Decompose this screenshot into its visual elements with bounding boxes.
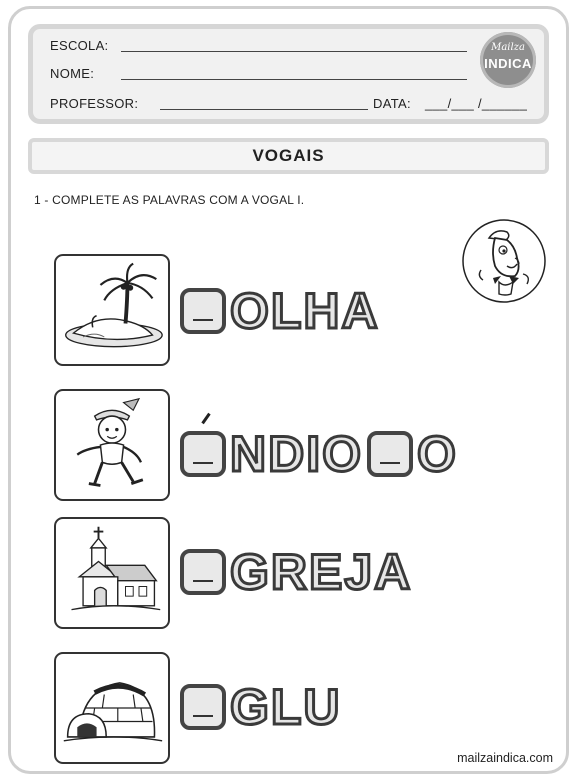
footer-url[interactable]: mailzaindica.com xyxy=(457,751,553,765)
teacher-label: PROFESSOR: xyxy=(50,96,139,111)
indigenous-boy-picture xyxy=(54,389,170,501)
exercise-row-2 xyxy=(180,424,462,484)
answer-box[interactable] xyxy=(180,684,226,730)
answer-box[interactable] xyxy=(180,431,226,477)
date-label: DATA: xyxy=(373,96,411,111)
word-part: GLU xyxy=(230,679,342,735)
page-title: VOGAIS xyxy=(252,146,325,165)
church-picture xyxy=(54,517,170,629)
word-part: NDIO xyxy=(230,426,363,482)
answer-box[interactable] xyxy=(180,288,226,334)
indigenous-boy-icon xyxy=(56,391,168,499)
answer-box[interactable] xyxy=(180,549,226,595)
word-part: GREJA xyxy=(230,544,413,600)
island-picture xyxy=(54,254,170,366)
word-part: OLHA xyxy=(230,283,380,339)
exercise-row-3 xyxy=(180,542,416,602)
brand-logo xyxy=(480,32,536,88)
church-icon xyxy=(56,519,168,627)
instruction-text: 1 - COMPLETE AS PALAVRAS COM A VOGAL I. xyxy=(34,193,305,207)
mascot-icon xyxy=(461,218,547,304)
word-part: O xyxy=(417,426,458,482)
name-label: NOME: xyxy=(50,66,95,81)
exercise-row-4 xyxy=(180,677,346,737)
title-bar xyxy=(28,138,549,174)
answer-box[interactable] xyxy=(367,431,413,477)
logo-script-text: Mailza xyxy=(491,42,525,53)
igloo-icon xyxy=(56,654,168,762)
teacher-field[interactable] xyxy=(160,109,368,110)
school-field[interactable] xyxy=(121,51,467,52)
name-field[interactable] xyxy=(121,79,467,80)
date-field[interactable]: ___/___ /______ xyxy=(425,96,528,111)
island-icon xyxy=(56,256,168,364)
igloo-picture xyxy=(54,652,170,764)
logo-bold-text: INDICA xyxy=(484,56,532,71)
school-label: ESCOLA: xyxy=(50,38,109,53)
exercise-row-1 xyxy=(180,281,384,341)
